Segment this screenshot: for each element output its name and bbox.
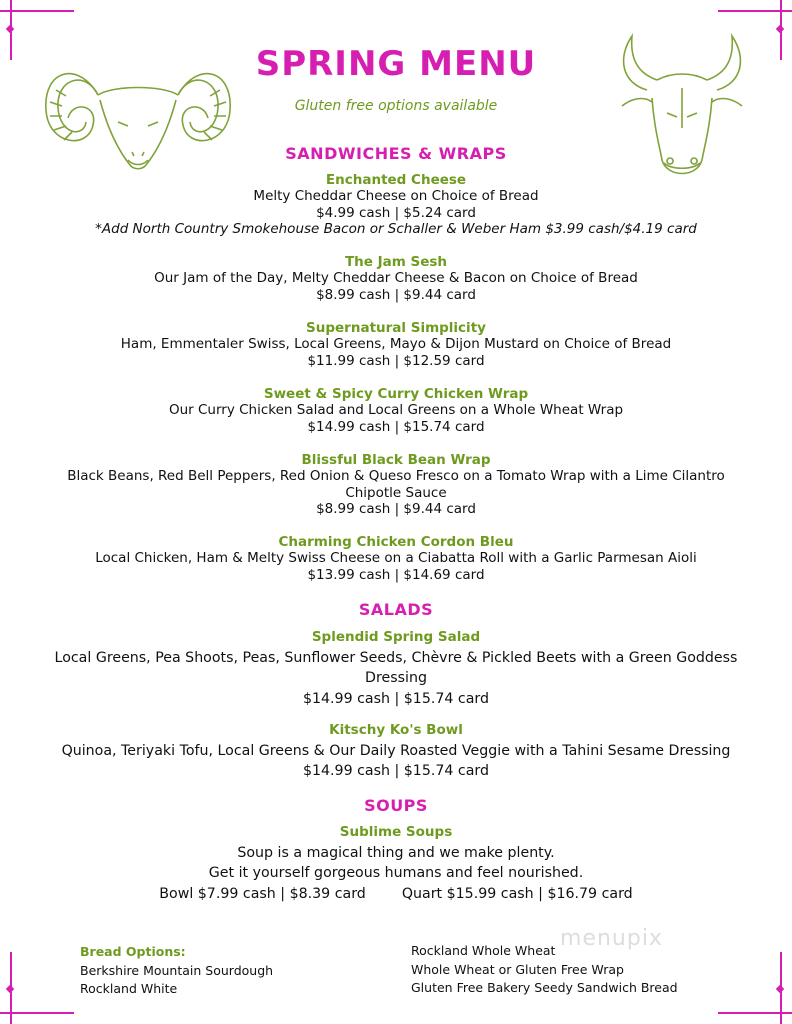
item-description-cont: Get it yourself gorgeous humans and feel nourished. [208, 865, 584, 881]
menu-item [40, 320, 752, 369]
menu-item [40, 720, 752, 782]
bread-option: Rockland White [80, 981, 178, 996]
item-description: Black Beans, Red Bell Peppers, Red Onion & Queso Fresco on a Tomato Wrap with a Lime Cilantro [67, 468, 725, 485]
item-name: The Jam Sesh [344, 254, 448, 270]
bread-option: Gluten Free Bakery Seedy Sandwich Bread [411, 980, 678, 995]
item-name: Supernatural Simplicity [306, 320, 486, 336]
item-price: Bowl $7.99 cash | $8.39 card Quart $15.99 cash | $16.79 card [159, 885, 633, 902]
section-heading-sandwiches: SANDWICHES & WRAPS [285, 144, 507, 163]
menu-item [40, 452, 752, 518]
item-name: Sweet & Spicy Curry Chicken Wrap [263, 386, 529, 402]
item-name: Charming Chicken Cordon Bleu [278, 534, 514, 550]
menu-item [40, 386, 752, 435]
item-price: $14.99 cash | $15.74 card [302, 763, 490, 779]
menu-item [40, 627, 752, 709]
item-name: Blissful Black Bean Wrap [301, 452, 491, 468]
item-name: Sublime Soups [339, 824, 453, 840]
item-price: $8.99 cash | $9.44 card [316, 286, 476, 303]
section-heading-soups: SOUPS [364, 796, 428, 815]
item-description-cont: Dressing [365, 670, 427, 686]
item-description: Our Jam of the Day, Melty Cheddar Cheese & Bacon on Choice of Bread [154, 270, 638, 287]
item-price: $13.99 cash | $14.69 card [307, 566, 485, 583]
menu-title: SPRING MENU [255, 44, 537, 84]
menu-item [40, 172, 752, 238]
item-name: Splendid Spring Salad [311, 629, 481, 645]
item-description: Soup is a magical thing and we make plenty. [237, 844, 555, 861]
item-price: $11.99 cash | $12.59 card [307, 352, 485, 369]
item-description-cont: Chipotle Sauce [345, 484, 447, 501]
item-description: Local Chicken, Ham & Melty Swiss Cheese on a Ciabatta Roll with a Garlic Parmesan Aioli [95, 550, 697, 567]
item-price: $4.99 cash | $5.24 card [316, 204, 476, 221]
bread-option: Berkshire Mountain Sourdough [80, 962, 274, 978]
item-name: Enchanted Cheese [325, 172, 467, 188]
item-price: $8.99 cash | $9.44 card [316, 501, 476, 518]
item-description: Local Greens, Pea Shoots, Peas, Sunflower Seeds, Chèvre & Pickled Beets with a Green Goddess [54, 649, 738, 666]
bread-options-title: Bread Options: [80, 944, 186, 959]
item-addon: *Add North Country Smokehouse Bacon or Schaller & Weber Ham $3.99 cash/$4.19 card [95, 221, 697, 238]
bread-options-left [80, 943, 273, 999]
menu-subtitle: Gluten free options available [294, 98, 498, 114]
menu-item [40, 254, 752, 303]
item-name: Kitschy Ko's Bowl [329, 722, 463, 738]
watermark: menupix [560, 926, 663, 951]
item-description: Quinoa, Teriyaki Tofu, Local Greens & Our Daily Roasted Veggie with a Tahini Sesame Dressing [61, 742, 731, 759]
bread-option: Whole Wheat or Gluten Free Wrap [411, 961, 624, 977]
menu-item [40, 534, 752, 583]
section-heading-salads: SALADS [358, 600, 434, 619]
item-description: Melty Cheddar Cheese on Choice of Bread [253, 188, 539, 205]
item-description: Ham, Emmentaler Swiss, Local Greens, Mayo & Dijon Mustard on Choice of Bread [120, 336, 672, 353]
item-price: $14.99 cash | $15.74 card [307, 418, 485, 435]
item-description: Our Curry Chicken Salad and Local Greens on a Whole Wheat Wrap [168, 402, 624, 419]
item-price: $14.99 cash | $15.74 card [302, 690, 490, 707]
menu-item [40, 822, 752, 904]
bread-option: Rockland Whole Wheat [411, 943, 556, 958]
